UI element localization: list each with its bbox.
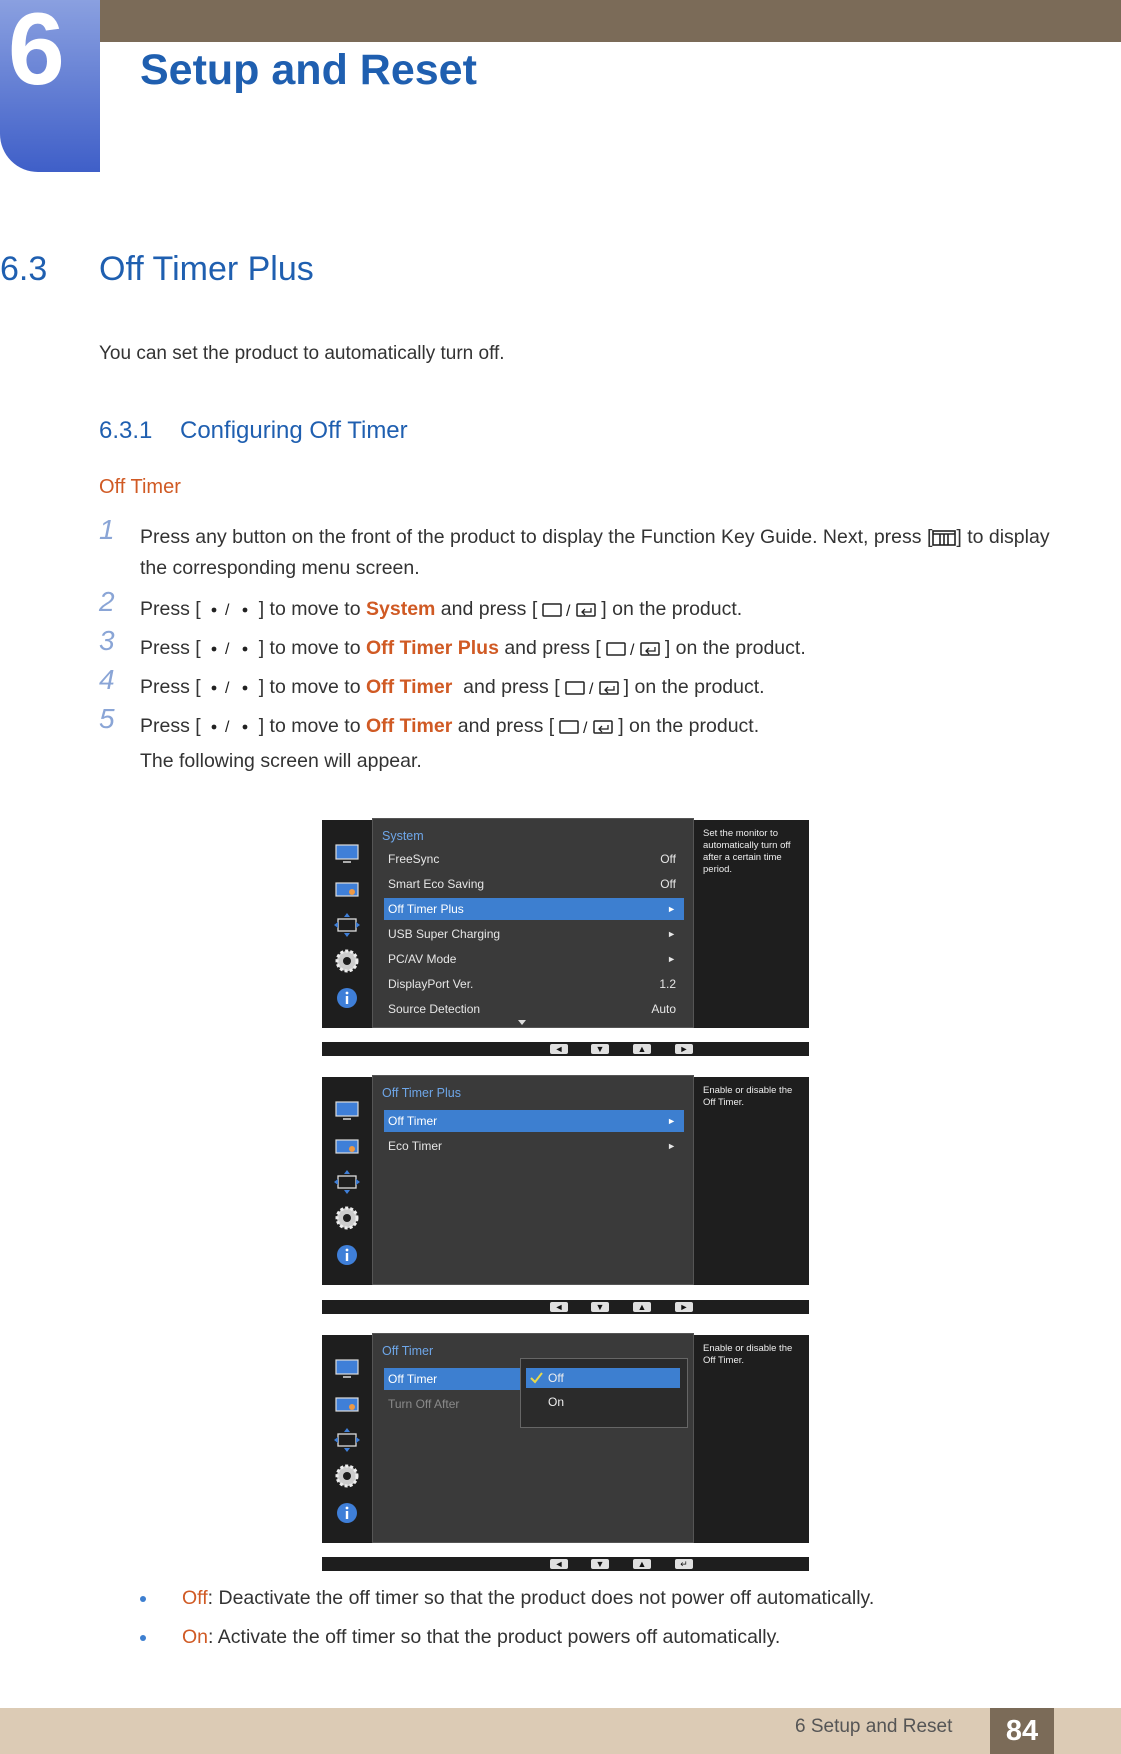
option-popup (520, 1358, 688, 1428)
size-position-icon (334, 912, 360, 938)
osd-screen-off-timer-plus (322, 1075, 809, 1285)
osd-nav-bar (322, 1557, 809, 1571)
right-arrow-icon: ► (675, 1044, 693, 1054)
menu-item-eco-timer[interactable]: Eco Timer ► (388, 1139, 676, 1153)
up-arrow-icon: ▲ (633, 1559, 651, 1569)
check-icon (530, 1372, 543, 1384)
osd-menu (372, 818, 694, 1028)
menu-item-pc-av-mode[interactable]: PC/AV Mode ► (388, 952, 676, 966)
section-number: 6.3 (0, 250, 48, 288)
gear-icon (334, 1205, 360, 1231)
page-number: 84 (990, 1708, 1054, 1754)
osd-screen-off-timer (322, 1333, 809, 1543)
osd-menu (372, 1333, 694, 1543)
subsection-number: 6.3.1 (99, 417, 153, 444)
source-enter-icon (537, 600, 601, 620)
osd-sidebar (322, 820, 372, 1028)
step-number: 4 (99, 664, 115, 695)
step-number: 5 (99, 703, 115, 734)
menu-item-off-timer[interactable]: Off Timer ► (384, 1110, 684, 1132)
section-title: Off Timer Plus (99, 250, 314, 288)
help-text: Enable or disable the Off Timer. (694, 1077, 809, 1285)
osd-nav-bar (322, 1300, 809, 1314)
menu-item-usb-super-charging[interactable]: USB Super Charging ► (388, 927, 676, 941)
step-text: Press [ / ] to move to Off Timer and press [ / ] on the product. (140, 676, 765, 698)
left-arrow-icon: ◄ (550, 1559, 568, 1569)
info-icon (334, 985, 360, 1011)
header-bar (0, 0, 1121, 42)
chapter-number: 6 (8, 0, 65, 106)
source-enter-icon (560, 678, 624, 698)
picture-icon (334, 840, 360, 866)
menu-title: Off Timer (382, 1344, 434, 1358)
chapter-tab (0, 0, 100, 172)
step-2 (99, 586, 1059, 626)
menu-icon (932, 529, 956, 547)
left-arrow-icon: ◄ (550, 1044, 568, 1054)
svg-text:/: / (566, 602, 571, 620)
source-enter-icon (601, 639, 665, 659)
color-icon (334, 1391, 360, 1417)
left-arrow-icon: ◄ (550, 1302, 568, 1312)
subsection-title: Configuring Off Timer (180, 417, 408, 444)
info-icon (334, 1500, 360, 1526)
gear-icon (334, 1463, 360, 1489)
step-number: 2 (99, 586, 115, 617)
intro-text: You can set the product to automatically turn off. (99, 343, 505, 364)
help-text: Enable or disable the Off Timer. (694, 1335, 809, 1543)
info-icon (334, 1242, 360, 1268)
step-number: 1 (99, 514, 115, 545)
down-arrow-icon: ▼ (591, 1302, 609, 1312)
step-text: Press [ / ] to move to Off Timer and press [ / ] on the product. (140, 715, 760, 737)
svg-text:/: / (583, 719, 588, 737)
chapter-title: Setup and Reset (140, 46, 477, 94)
osd-nav-bar (322, 1042, 809, 1056)
step-text: Press [ / ] to move to Off Timer Plus and press [ / ] on the product. (140, 637, 806, 659)
size-position-icon (334, 1169, 360, 1195)
svg-text:/: / (224, 718, 230, 736)
down-arrow-icon: ▼ (591, 1044, 609, 1054)
osd-screen-system (322, 818, 809, 1028)
step-1 (99, 514, 1059, 584)
osd-menu (372, 1075, 694, 1285)
gear-icon (334, 948, 360, 974)
up-down-icon (201, 640, 259, 658)
down-arrow-icon: ▼ (591, 1559, 609, 1569)
footer-bar (0, 1708, 1121, 1754)
size-position-icon (334, 1427, 360, 1453)
source-enter-icon (554, 717, 618, 737)
right-arrow-icon: ► (675, 1302, 693, 1312)
color-icon (334, 1133, 360, 1159)
color-icon (334, 876, 360, 902)
svg-text:/: / (588, 680, 594, 698)
menu-item-off-timer-plus[interactable]: Off Timer Plus ► (384, 898, 684, 920)
menu-item-off-timer[interactable]: Off Timer (384, 1368, 524, 1390)
picture-icon (334, 1355, 360, 1381)
svg-text:/: / (224, 640, 230, 658)
menu-title: System (382, 829, 424, 843)
menu-item-smart-eco-saving[interactable]: Smart Eco Saving Off (388, 877, 676, 891)
osd-sidebar (322, 1335, 372, 1543)
step-4 (99, 664, 1059, 704)
osd-sidebar (322, 1077, 372, 1285)
scroll-down-icon (518, 1020, 526, 1026)
step-text: Press [ / ] to move to System and press [ / ] on the product. (140, 598, 743, 620)
enter-icon: ↵ (675, 1559, 693, 1569)
help-text: Set the monitor to automatically turn off after a certain time period. (694, 820, 809, 1028)
option-on[interactable]: On (548, 1395, 565, 1409)
up-down-icon (201, 679, 259, 697)
step-text: Press any button on the front of the product to display the Function Key Guide. Next, press [ ] to display the corresponding menu screen. (140, 526, 1050, 579)
footer-text: 6 Setup and Reset (795, 1716, 953, 1737)
menu-item-displayport-ver[interactable]: DisplayPort Ver. 1.2 (388, 977, 676, 991)
svg-text:/: / (629, 641, 635, 659)
menu-item-turn-off-after[interactable]: Turn Off After (388, 1397, 460, 1411)
step-3 (99, 625, 1059, 665)
step-number: 3 (99, 625, 115, 656)
up-arrow-icon: ▲ (633, 1044, 651, 1054)
menu-title: Off Timer Plus (382, 1086, 461, 1100)
bullet-dot (140, 1596, 146, 1602)
svg-text:/: / (224, 679, 230, 697)
bullet-dot (140, 1635, 146, 1641)
up-down-icon (201, 601, 259, 619)
following-text: The following screen will appear. (140, 750, 422, 772)
up-down-icon (201, 718, 259, 736)
step-5 (99, 703, 1059, 743)
picture-icon (334, 1097, 360, 1123)
svg-text:/: / (224, 601, 230, 619)
up-arrow-icon: ▲ (633, 1302, 651, 1312)
menu-item-freesync[interactable]: FreeSync Off (388, 852, 676, 866)
menu-item-source-detection[interactable]: Source Detection Auto (388, 1002, 676, 1016)
option-off[interactable]: Off (526, 1368, 680, 1388)
off-timer-heading: Off Timer (99, 476, 181, 498)
